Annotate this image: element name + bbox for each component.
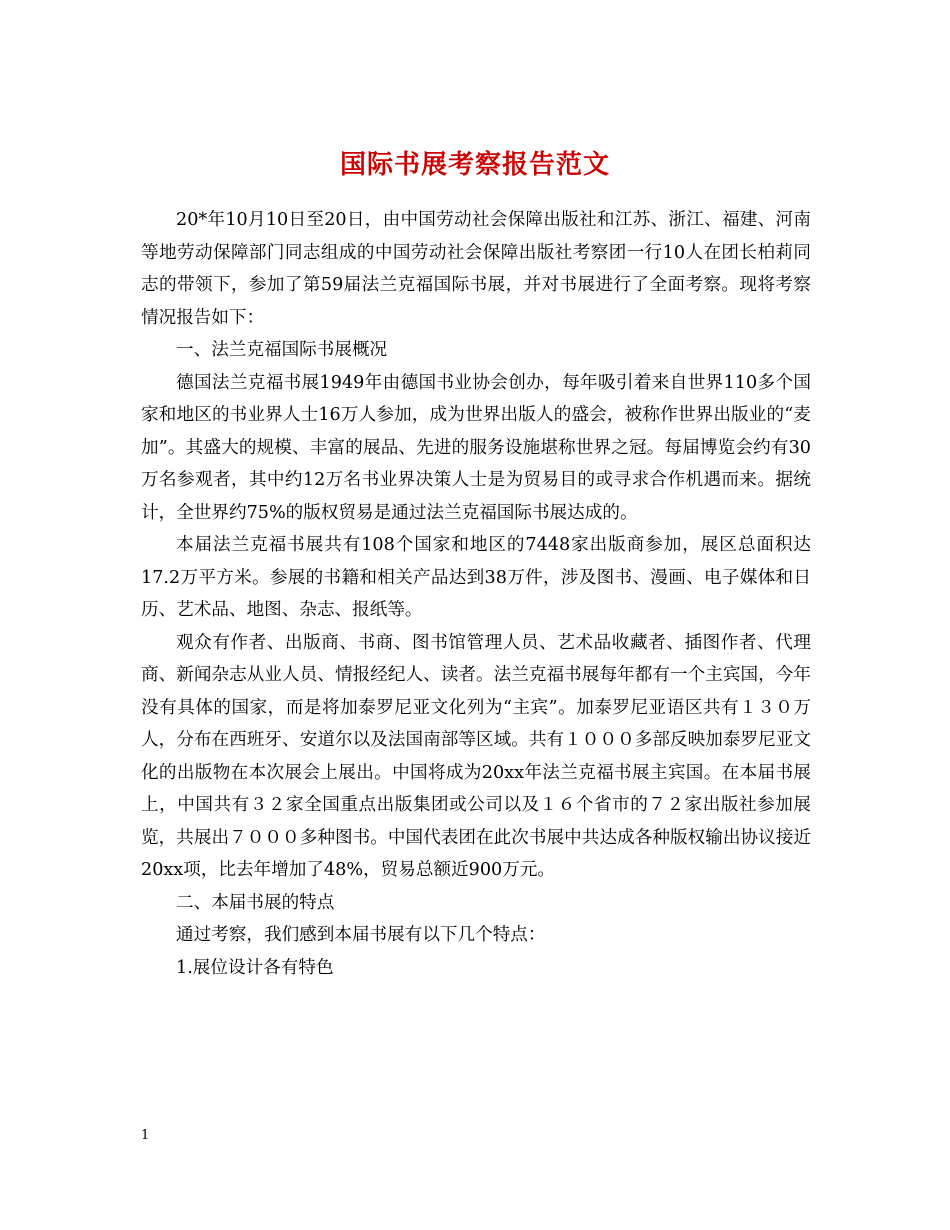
paragraph-book-fair-history: 德国法兰克福书展1949年由德国书业协会创办，每年吸引着来自世界110多个国家和地区的书业界人士16万人参加，成为世界出版人的盛会，被称作世界出版业的“麦加”。其盛大的规模、丰富的展品、先进的服务设施堪称世界之冠。每届博览会约有30万名参观者，其中约12万名书业界决策人士是为贸易目的或寻求合作机遇而来。据统计，全世界约75%的版权贸易是通过法兰克福国际书展达成的。 — [141, 372, 811, 523]
page-number: 1 — [141, 1128, 150, 1143]
subheading-booth-design: 1.展位设计各有特色 — [176, 957, 334, 978]
paragraph-intro: 20*年10月10日至20日，由中国劳动社会保障出版社和江苏、浙江、福建、河南等地劳动保障部门同志组成的中国劳动社会保障出版社考察团一行10人在团长柏莉同志的带领下，参加了第59届法兰克福国际书展，并对书展进行了全面考察。现将考察情况报告如下： — [141, 210, 811, 328]
paragraph-audience: 观众有作者、出版商、书商、图书馆管理人员、艺术品收藏者、插图作者、代理商、新闻杂志从业人员、情报经纪人、读者。法兰克福书展每年都有一个主宾国，今年没有具体的国家，而是将加泰罗尼亚文化列为“主宾”。加泰罗尼亚语区共有１３０万人，分布在西班牙、安道尔以及法国南部等区域。共有１０００多部反映加泰罗尼亚文化的出版物在本次展会上展出。中国将成为20xx年法兰克福书展主宾国。在本届书展上，中国共有３２家全国重点出版集团或公司以及１６个省市的７２家出版社参加展览，共展出７０００多种图书。中国代表团在此次书展中共达成各种版权输出协议接近20xx项，比去年增加了48%，贸易总额近900万元。 — [141, 632, 811, 880]
section-heading-features: 二、本届书展的特点 — [176, 892, 335, 913]
paragraph-exhibitors: 本届法兰克福书展共有108个国家和地区的7448家出版商参加，展区总面积达17.2万平方米。参展的书籍和相关产品达到38万件，涉及图书、漫画、电子媒体和日历、艺术品、地图、杂志、报纸等。 — [141, 535, 811, 620]
section-heading-overview: 一、法兰克福国际书展概况 — [176, 340, 388, 360]
paragraph-features-intro: 通过考察，我们感到本届书展有以下几个特点： — [176, 925, 546, 945]
document-body — [141, 204, 811, 984]
document-title: 国际书展考察报告范文 — [339, 150, 610, 181]
